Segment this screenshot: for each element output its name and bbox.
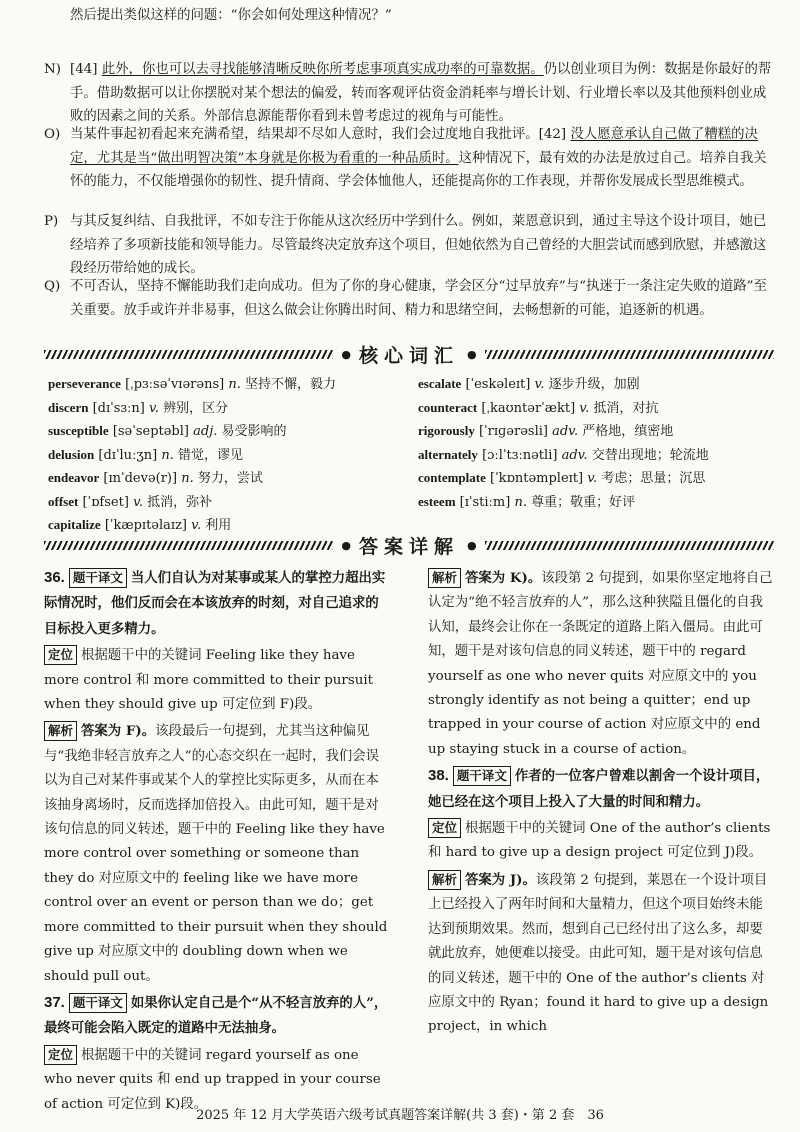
paragraph-label: P) xyxy=(44,214,59,229)
analysis-tag: 解析 xyxy=(428,568,461,588)
question-translation: 当人们自认为对某事或某人的掌控力超出实际情况时，他们反而会在本该放弃的时刻，对自己追求的目标投入更多精力。 xyxy=(44,570,386,637)
paragraph-p xyxy=(44,210,774,281)
paragraph-pre: 当某件事起初看起来充满希望，结果却不尽如人意时，我们会过度地自我批评。[42] xyxy=(70,127,571,142)
analysis-text: 该段第 2 句提到，如果你坚定地将自己认定为“绝不轻言放弃的人”，那么这种狭隘且僵化的自我认知，最终会让你在一条既定的道路上陷入僵局。由此可知，题干是对该句信息的同义转述，题干中的 regard yourself as one who never quits 对应原文中的 you strongly identify as not being a quitter；end up trapped in your course of action 对应原文中的 end up staying stuck in a course of action。 xyxy=(428,571,773,757)
locate-text: 根据题干中的关键词 regard yourself as one who never quits 和 end up trapped in your course of action 可定位到 K)段。 xyxy=(44,1047,381,1112)
question-38 xyxy=(428,764,776,815)
hatch-divider xyxy=(485,541,774,550)
paragraph-pre: [44] xyxy=(70,62,102,77)
bullet-icon: ● xyxy=(341,347,351,361)
q37-analysis xyxy=(428,566,776,762)
vocab-entry: delusion [dɪˈluːʒn] n. 错觉，谬见 xyxy=(48,446,244,463)
paragraph-label: Q) xyxy=(44,279,61,294)
vocab-entry: alternately [ɔːlˈtɜːnətli] adv. 交替出现地；轮流地 xyxy=(418,446,709,463)
q36-analysis xyxy=(44,719,390,988)
paragraph-body: 这种情况下，最有效的办法是放过自己。培养自我关怀的能力，不仅能增强你的韧性、提升情商、学会体恤他人，还能提高你的工作表现，并帮你发展成长型思维模式。 xyxy=(70,150,767,190)
vocab-entry: susceptible [səˈseptəbl] adj. 易受影响的 xyxy=(48,423,287,439)
intro-line: 然后提出类似这样的问题：“你会如何处理这种情况？” xyxy=(70,8,392,23)
question-translation: 作者的一位客户曾难以割舍一个设计项目，她已经在这个项目上投入了大量的时间和精力。 xyxy=(428,768,770,810)
analysis-tag: 解析 xyxy=(44,721,77,741)
paragraph-body: 仍以创业项目为例：数据是你最好的帮手。借助数据可以让你摆脱对某个想法的偏爱，转而客观评估资金消耗率与增长计划、行业增长率以及其他预料创业成败的因素之间的关系。外部信息源能帮你看到未曾考虑过的视角与可能性。 xyxy=(70,62,772,125)
question-number: 37. xyxy=(44,993,65,1011)
answer-text: 答案为 F)。 xyxy=(81,723,156,740)
question-36 xyxy=(44,566,390,642)
vocab-entry: endeavor [ɪnˈdevə(r)] n. 努力，尝试 xyxy=(48,470,263,486)
question-number: 38. xyxy=(428,767,449,785)
paragraph-label: O) xyxy=(44,127,61,142)
answers-left-column xyxy=(44,566,390,1117)
analysis-text: 该段第 2 句提到，莱恩在一个设计项目上已经投入了两年时间和大量精力，但这个项目始终未能达到预期效果。然而，想到自己已经付出了这么多，却要就此放弃，她便难以接受。由此可知，题干是对该句信息的同义转述，题干中的 One of the author’s clients 对应原文中的 Ryan；found it hard to give up a design project，in which xyxy=(428,872,769,1035)
vocab-entry: counteract [ˌkaʊntərˈækt] v. 抵消，对抗 xyxy=(418,399,659,416)
vocab-entry: escalate [ˈeskəleɪt] v. 逐步升级，加剧 xyxy=(418,376,640,392)
translation-tag: 题干译文 xyxy=(69,993,127,1013)
paragraph-q xyxy=(44,275,774,322)
section-header-vocab xyxy=(44,341,774,367)
vocab-entry: esteem [ɪˈstiːm] n. 尊重；敬重；好评 xyxy=(418,493,636,510)
underlined-sentence: 此外，你也可以去寻找能够清晰反映你所考虑事项真实成功率的可靠数据。 xyxy=(101,62,544,77)
hatch-divider xyxy=(44,541,333,550)
paragraph-o xyxy=(44,123,774,194)
section-title: 答案详解 xyxy=(359,535,460,558)
vocab-entry: offset [ˈɒfset] v. 抵消，弥补 xyxy=(48,493,213,510)
vocab-entry: capitalize [ˈkæpɪtəlaɪz] v. 利用 xyxy=(48,517,232,533)
page-footer: 2025 年 12 月大学英语六级考试真题答案详解(共 3 套)・第 2 套 36 xyxy=(196,1108,604,1123)
paragraph-n xyxy=(44,58,774,129)
translation-tag: 题干译文 xyxy=(69,568,127,588)
hatch-divider xyxy=(485,350,774,359)
question-translation: 如果你认定自己是个“从不轻言放弃的人”，最终可能会陷入既定的道路中无法抽身。 xyxy=(44,994,388,1037)
section-header-answers xyxy=(44,532,774,558)
locate-tag: 定位 xyxy=(44,645,77,665)
answers-right-column xyxy=(428,566,776,1040)
question-37 xyxy=(44,991,390,1042)
q38-locate xyxy=(428,817,776,866)
answer-text: 答案为 K)。 xyxy=(465,570,542,586)
vocab-list-right xyxy=(418,373,778,514)
locate-tag: 定位 xyxy=(428,818,461,838)
vocab-entry: discern [dɪˈsɜːn] v. 辨别，区分 xyxy=(48,399,229,416)
underlined-sentence: 没人愿意承认自己做了糟糕的决定，尤其是当“做出明智决策”本身就是你极为看重的一种品质时。 xyxy=(70,127,758,166)
bullet-icon: ● xyxy=(467,347,477,361)
paragraph-label: N) xyxy=(44,62,61,77)
paragraph-body: 与其反复纠结、自我批评，不如专注于你能从这次经历中学到什么。例如，莱恩意识到，通过主导这个设计项目，她已经培养了多项新技能和领导能力。尽管最终决定放弃这个项目，但她依然为自己曾经的大胆尝试而感到欣慰，并感激这段经历带给她的成长。 xyxy=(70,214,767,277)
bullet-icon: ● xyxy=(341,538,351,552)
vocab-entry: perseverance [ˌpɜːsəˈvɪərəns] n. 坚持不懈，毅力 xyxy=(48,376,336,392)
locate-tag: 定位 xyxy=(44,1045,77,1065)
locate-text: 根据题干中的关键词 Feeling like they have more control 和 more committed to their pursuit when they should give up 可定位到 F)段。 xyxy=(44,648,373,713)
bullet-icon: ● xyxy=(467,538,477,552)
locate-text: 根据题干中的关键词 One of the author’s clients 和 hard to give up a design project 可定位到 J)段。 xyxy=(428,821,771,861)
analysis-text: 该段最后一句提到，尤其当这种偏见与“我绝非轻言放弃之人”的心态交织在一起时，我们会误以为自己对某件事或某个人的掌控比实际更多，从而在本该抽身离场时，反而选择加倍投入。由此可知，题干是对该句信息的同义转述，题干中的 Feeling like they have more control over something or someone than they do 对应原文中的 feeling like we have more control over an event or person than we do；get more committed to their pursuit when they should give up 对应原文中的 doubling down when we should pull out。 xyxy=(44,724,388,984)
section-title: 核心词汇 xyxy=(359,344,460,367)
q38-analysis xyxy=(428,868,776,1040)
hatch-divider xyxy=(44,350,333,359)
vocab-list-left xyxy=(48,373,408,538)
translation-tag: 题干译文 xyxy=(453,766,511,786)
analysis-tag: 解析 xyxy=(428,870,461,890)
vocab-entry: rigorously [ˈrɪɡərəsli] adv. 严格地，缜密地 xyxy=(418,423,674,439)
vocab-entry: contemplate [ˈkɒntəmpleɪt] v. 考虑；思量；沉思 xyxy=(418,470,706,486)
question-number: 36. xyxy=(44,569,65,586)
q36-locate xyxy=(44,644,390,717)
paragraph-body: 不可否认，坚持不懈能助我们走向成功。但为了你的身心健康，学会区分“过早放弃”与“执迷于一条注定失败的道路”至关重要。放手或许并非易事，但这么做会让你腾出时间、精力和思绪空间，去畅想新的可能，追逐新的机遇。 xyxy=(70,279,767,318)
answer-text: 答案为 J)。 xyxy=(465,871,536,888)
